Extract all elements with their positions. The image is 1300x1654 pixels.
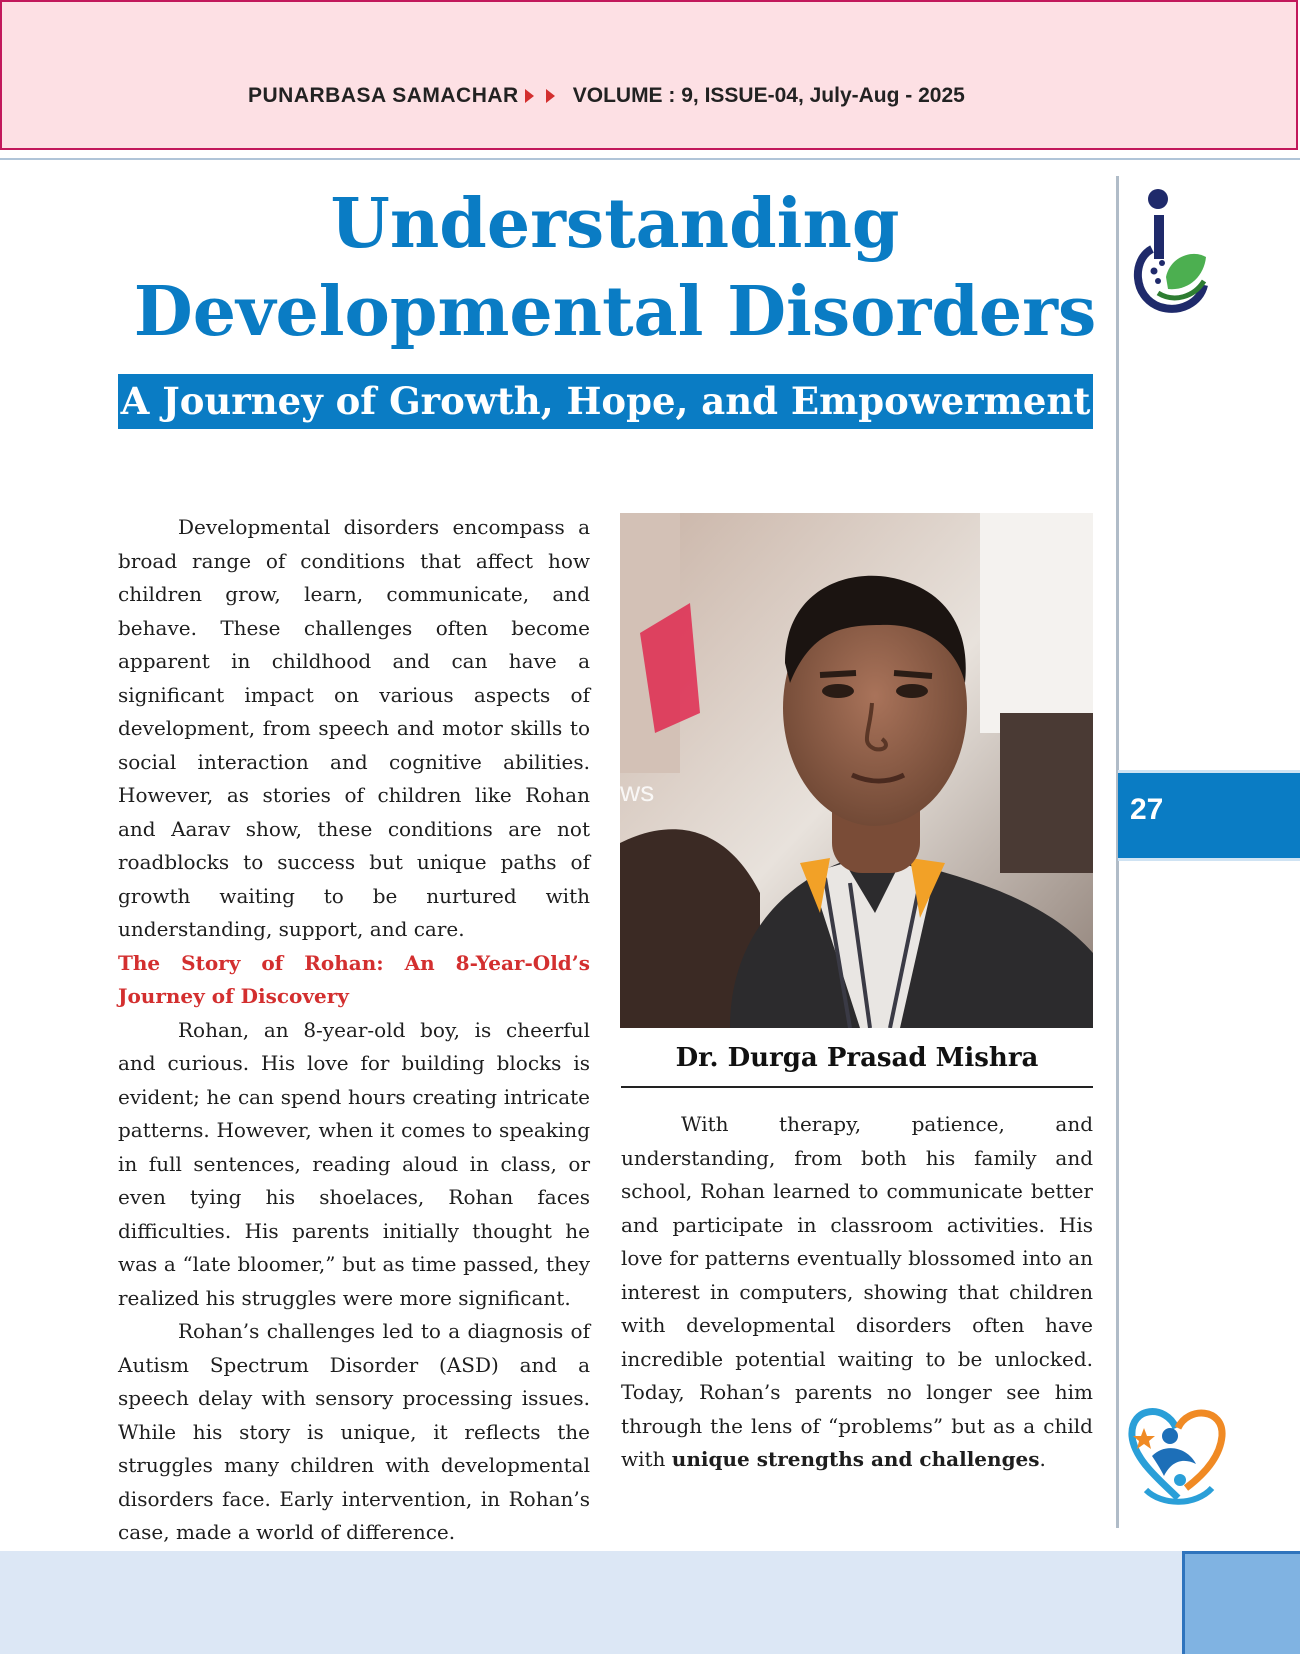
- story-paragraph: Rohan’s challenges led to a diagnosis of Autism Spectrum Disorder (ASD) and a speech delay with sensory processing issues. While his story is unique, it reflects the struggles many children with developmental disorders face. Early intervention, in Rohan’s case, made a world of difference.: [118, 1319, 590, 1544]
- header-line: [248, 84, 965, 108]
- left-column: [118, 511, 590, 1550]
- article-subtitle: A Journey of Growth, Hope, and Empowerment: [118, 374, 1093, 429]
- header-band: [0, 0, 1298, 150]
- photo-watermark: ws: [620, 776, 655, 807]
- story-heading: The Story of Rohan: An 8-Year-Old’s Journey of Discovery: [118, 950, 590, 1008]
- portrait-photo: [620, 513, 1093, 1028]
- page-number-tab: [1118, 770, 1300, 861]
- article-title-line-2: Developmental Disorders: [133, 272, 1097, 352]
- caption-divider: [621, 1086, 1093, 1088]
- portrait-illustration: [620, 513, 1093, 1028]
- header-divider: [0, 158, 1300, 160]
- conclusion-end: .: [1039, 1447, 1046, 1471]
- right-column: [621, 1108, 1093, 1477]
- page-number: 27: [1130, 793, 1164, 826]
- conclusion-text: With therapy, patience, and understanding, from both his family and school, Rohan learned to communicate better and participate in classroom activities. His love for patterns eventually blossomed into an interest in computers, showing that children with developmental disorders often have incredible potential waiting to be unlocked. Today, Rohan’s parents no longer see him through the lens of “problems” but as a child with: [621, 1112, 1093, 1471]
- story-paragraph: Rohan, an 8-year-old boy, is cheerful and curious. His love for building blocks is evident; he can spend hours creating intricate patterns. However, when it comes to speaking in full sentences, reading aloud in class, or even tying his shoelaces, Rohan faces difficulties. His parents initially thought he was a “late bloomer,” but as time passed, they realized his struggles were more significant.: [118, 1017, 590, 1310]
- footer-band: [0, 1551, 1300, 1654]
- footer-corner-box: [1182, 1551, 1300, 1654]
- issue-info: VOLUME : 9, ISSUE-04, July-Aug - 2025: [572, 84, 965, 107]
- intro-paragraph: Developmental disorders encompass a broad range of conditions that affect how children grow, learn, communicate, and behave. These challenges often become apparent in childhood and can have a significant impact on various aspects of development, from speech and motor skills to social interaction and cognitive abilities. However, as stories of children like Rohan and Aarav show, these conditions are not roadblocks to success but unique paths of growth waiting to be nurtured with understanding, support, and care.: [118, 515, 590, 941]
- triangle-arrow-icon: [525, 89, 534, 103]
- emphasis-text: unique strengths and challenges: [671, 1447, 1040, 1471]
- conclusion-paragraph: [621, 1108, 1093, 1477]
- article-title-line-1: Understanding: [330, 184, 900, 264]
- publication-name: PUNARBASA SAMACHAR: [248, 84, 519, 107]
- care-heart-logo-icon: [1126, 1402, 1228, 1514]
- photo-caption: Dr. Durga Prasad Mishra: [675, 1043, 1039, 1073]
- triangle-arrow-icon: [546, 89, 555, 103]
